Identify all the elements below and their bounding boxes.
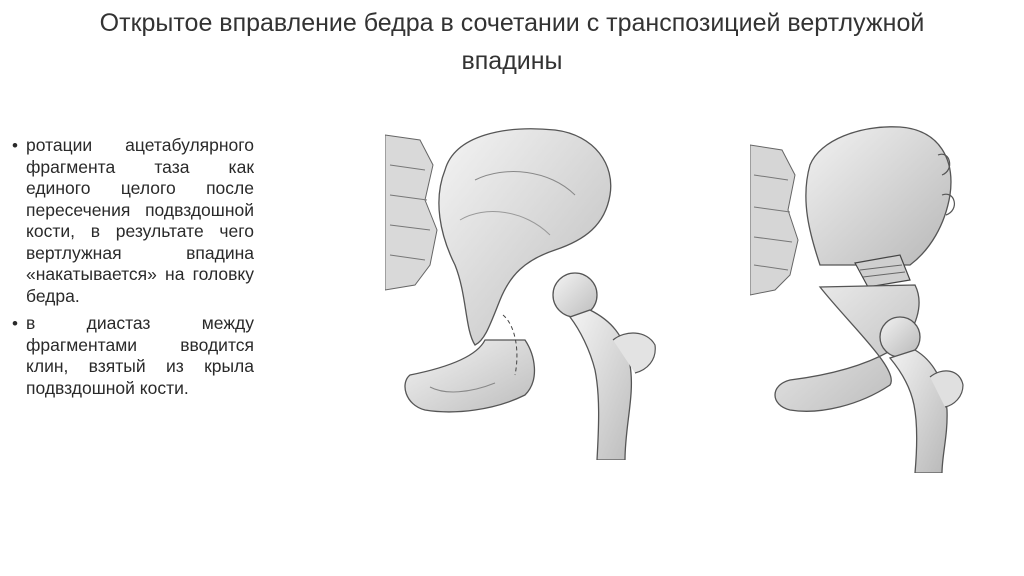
bullet-list [12, 135, 254, 405]
pelvis-hip-before-osteotomy-drawing-icon [385, 125, 675, 460]
slide-title: Открытое вправление бедра в сочетании с транспозицией вертлужной впадины [99, 9, 925, 75]
bullet-text: ротации ацетабулярного фрагмента таза как единого целого после пересечения подвздошной кости, в результате чего вертлужная впадина «накатывается» на головку бедра. [26, 135, 254, 306]
bullet-marker: • [12, 314, 18, 333]
bullet-item [12, 135, 254, 307]
bullet-text: в диастаз между фрагментами вводится клин, взятый из крыла подвздошной кости. [26, 313, 254, 398]
pelvis-after-illustration [750, 115, 965, 473]
bullet-item [12, 313, 254, 399]
pelvis-hip-after-transposition-drawing-icon [750, 115, 965, 473]
pelvis-before-illustration [385, 125, 675, 460]
bullet-marker: • [12, 136, 18, 155]
